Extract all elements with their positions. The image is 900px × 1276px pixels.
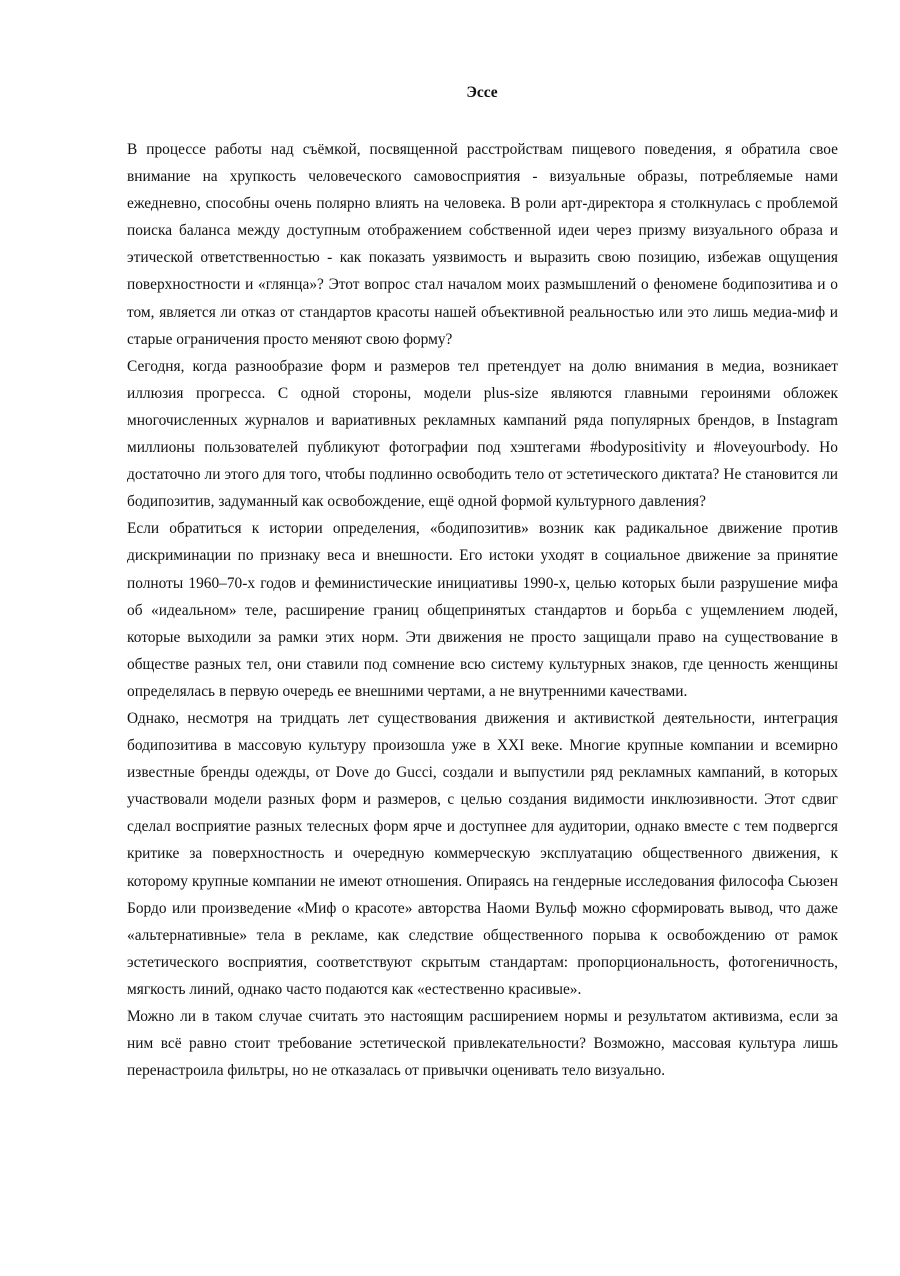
paragraph-3: Если обратиться к истории определения, «бодипозитив» возник как радикальное движение против дискриминации по признаку веса и внешности. Его истоки уходят в социальное движение за принятие полноты 1960–70-х годов и феминистические инициативы 1990-х, целью которых были разрушение мифа об «идеальном» теле, расширение границ общепринятых стандартов и борьба с ущемлением людей, которые выходили за рамки этих норм. Эти движения не просто защищали право на существование в обществе разных тел, они ставили под сомнение всю систему культурных знаков, где ценность женщины определялась в первую очередь ее внешними чертами, а не внутренними качествами.	[127, 520, 838, 700]
paragraph-4: Однако, несмотря на тридцать лет существования движения и активисткой деятельности, интеграция бодипозитива в массовую культуру произошла уже в XXI веке. Многие крупные компании и всемирно известные бренды одежды, от Dove до Gucci, создали и выпустили ряд рекламных кампаний, в которых участвовали модели разных форм и размеров, с целью создания видимости инклюзивности. Этот сдвиг сделал восприятие разных телесных форм ярче и доступнее для аудитории, однако вместе с тем подвергся критике за поверхностность и очередную коммерческую эксплуатацию общественного движения, к которому крупные компании не имеют отношения. Опираясь на гендерные исследования философа Сьюзен Бордо или произведение «Миф о красоте» авторства Наоми Вульф можно сформировать вывод, что даже «альтернативные» тела в рекламе, как следствие общественного порыва к освобождению от рамок эстетического восприятия, соответствуют скрытым стандартам: пропорциональность, фотогеничность, мягкость линий, однако часто подаются как «естественно красивые».	[127, 709, 838, 998]
paragraph-2: Сегодня, когда разнообразие форм и размеров тел претендует на долю внимания в медиа, возникает иллюзия прогресса. С одной стороны, модели plus-size являются главными героинями обложек многочисленных журналов и вариативных рекламных кампаний ряда популярных брендов, в Instagram миллионы пользователей публикуют фотографии под хэштегами #bodypositivity и #loveyourbody. Но достаточно ли этого для того, чтобы подлинно освободить тело от эстетического диктата? Не становится ли бодипозитив, задуманный как освобождение, ещё одной формой культурного давления?	[127, 357, 838, 511]
essay-body	[127, 136, 838, 1084]
paragraph-5: Можно ли в таком случае считать это настоящим расширением нормы и результатом активизма, если за ним всё равно стоит требование эстетической привлекательности? Возможно, массовая культура лишь перенастроила фильтры, но не отказалась от привычки оценивать тело визуально.	[127, 1008, 838, 1080]
paragraph-1: В процессе работы над съёмкой, посвященной расстройствам пищевого поведения, я обратила свое внимание на хрупкость человеческого самовосприятия - визуальные образы, потребляемые нами ежедневно, способны очень полярно влиять на человека. В роли арт-директора я столкнулась с проблемой поиска баланса между доступным отображением собственной идеи через призму визуального образа и этической ответственностью - как показать уязвимость и выразить свою позицию, избежав ощущения поверхностности и «глянца»? Этот вопрос стал началом моих размышлений о феномене бодипозитива и о том, является ли отказ от стандартов красоты нашей объективной реальностью или это лишь медиа-миф и старые ограничения просто меняют свою форму?	[127, 141, 838, 348]
page-title: Эссе	[466, 84, 498, 101]
